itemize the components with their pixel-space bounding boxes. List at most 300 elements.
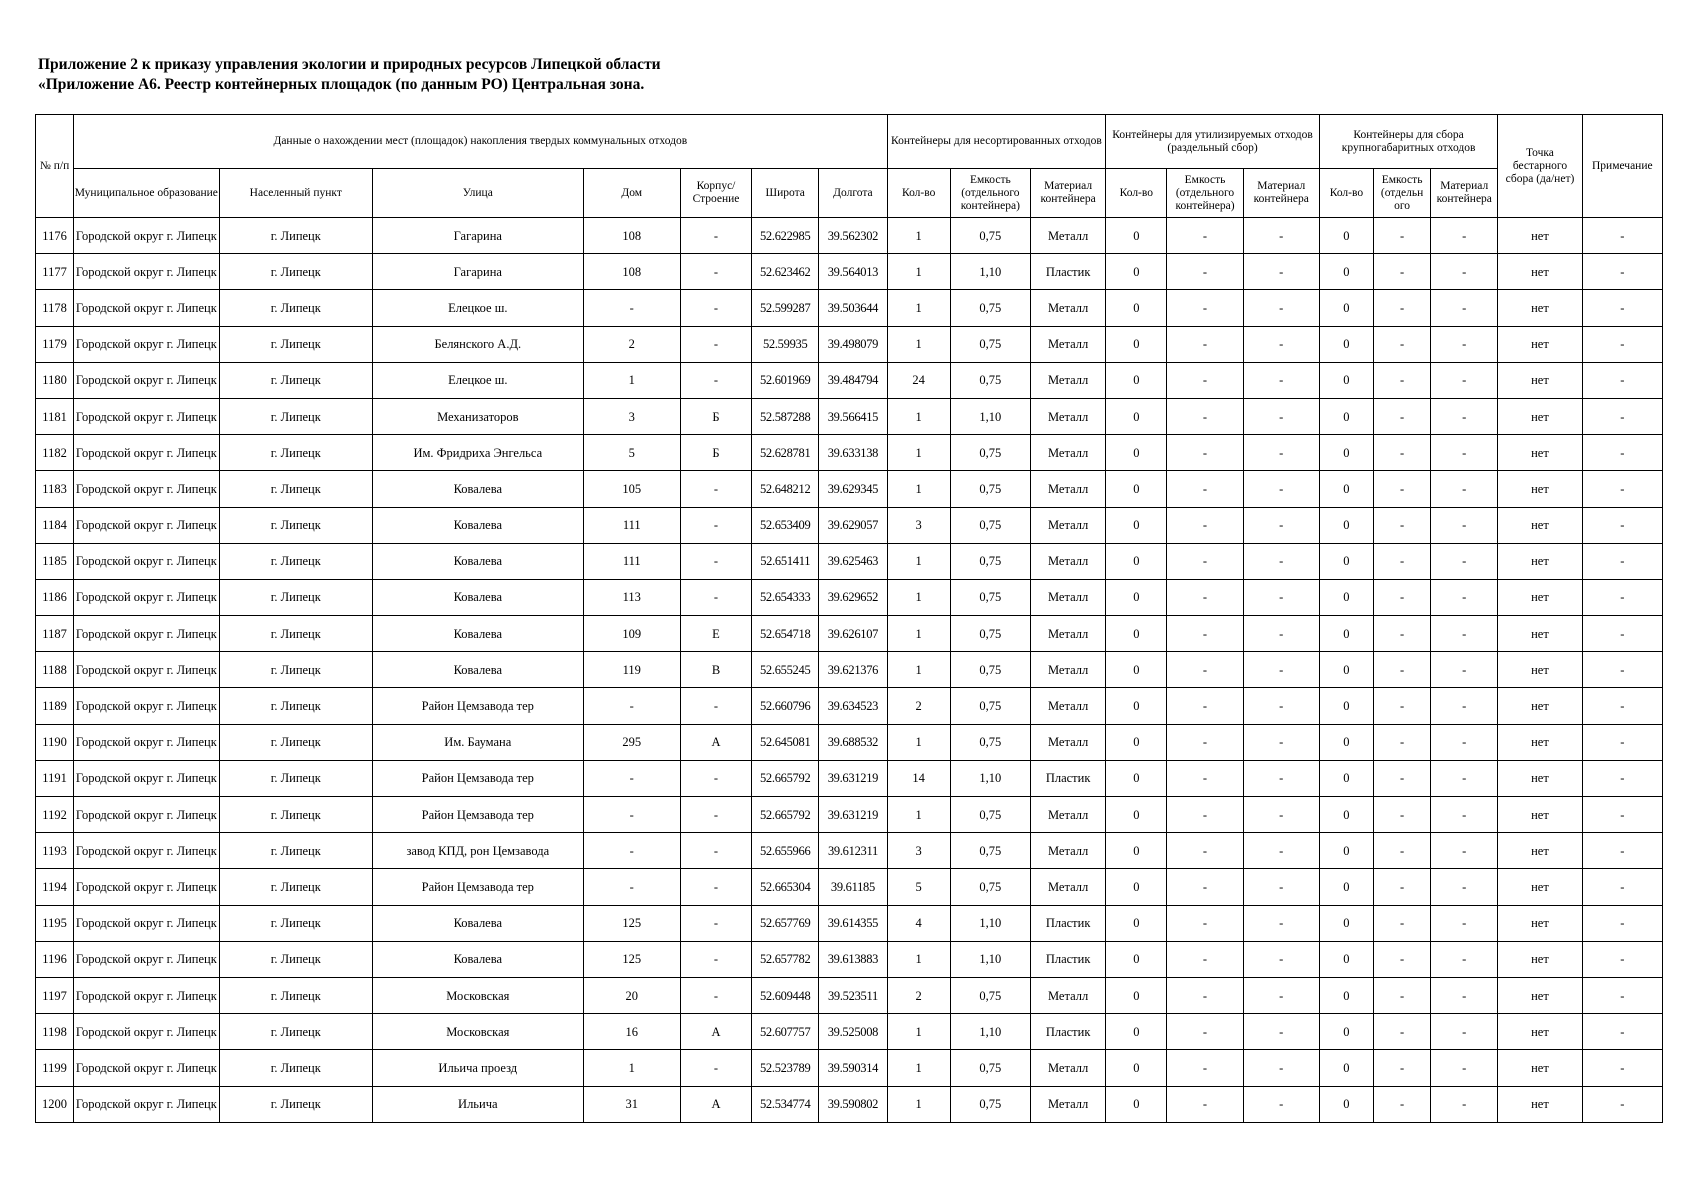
- cell-unsorted-count: 2: [887, 977, 950, 1013]
- cell-street: Ковалева: [372, 507, 583, 543]
- cell-settlement: г. Липецк: [219, 290, 372, 326]
- cell-unsorted-count: 1: [887, 724, 950, 760]
- cell-bulky-capacity: -: [1374, 435, 1431, 471]
- cell-recyclable-count: 0: [1106, 1050, 1167, 1086]
- cell-recyclable-material: -: [1243, 905, 1319, 941]
- cell-longitude: 39.612311: [819, 833, 887, 869]
- table-row: [36, 760, 1663, 796]
- cell-street: Район Цемзавода тер: [372, 869, 583, 905]
- cell-bulky-count: 0: [1319, 652, 1373, 688]
- cell-recyclable-count: 0: [1106, 579, 1167, 615]
- cell-unsorted-material: Металл: [1030, 290, 1105, 326]
- cell-settlement: г. Липецк: [219, 688, 372, 724]
- cell-num: 1191: [36, 760, 74, 796]
- cell-bulky-capacity: -: [1374, 941, 1431, 977]
- cell-bulky-capacity: -: [1374, 616, 1431, 652]
- cell-unsorted-material: Металл: [1030, 218, 1105, 254]
- cell-house: 119: [583, 652, 680, 688]
- cell-recyclable-capacity: -: [1167, 688, 1243, 724]
- cell-longitude: 39.613883: [819, 941, 887, 977]
- cell-unsorted-count: 1: [887, 543, 950, 579]
- cell-recyclable-capacity: -: [1167, 616, 1243, 652]
- cell-bagless: нет: [1498, 507, 1582, 543]
- cell-bagless: нет: [1498, 905, 1582, 941]
- cell-latitude: 52.665792: [752, 760, 819, 796]
- cell-settlement: г. Липецк: [219, 905, 372, 941]
- cell-recyclable-capacity: -: [1167, 1014, 1243, 1050]
- cell-house: 5: [583, 435, 680, 471]
- cell-bulky-count: 0: [1319, 471, 1373, 507]
- cell-recyclable-capacity: -: [1167, 362, 1243, 398]
- cell-longitude: 39.61185: [819, 869, 887, 905]
- cell-bulky-count: 0: [1319, 616, 1373, 652]
- cell-street: Район Цемзавода тер: [372, 688, 583, 724]
- cell-note: -: [1582, 398, 1662, 434]
- cell-recyclable-count: 0: [1106, 977, 1167, 1013]
- table-row: [36, 688, 1663, 724]
- cell-building: -: [680, 471, 751, 507]
- cell-latitude: 52.657782: [752, 941, 819, 977]
- cell-num: 1181: [36, 398, 74, 434]
- cell-unsorted-capacity: 0,75: [950, 1086, 1030, 1122]
- cell-municipality: Городской округ г. Липецк: [74, 724, 219, 760]
- cell-house: -: [583, 290, 680, 326]
- cell-longitude: 39.566415: [819, 398, 887, 434]
- cell-street: Ковалева: [372, 905, 583, 941]
- cell-unsorted-capacity: 0,75: [950, 616, 1030, 652]
- cell-unsorted-material: Пластик: [1030, 905, 1105, 941]
- cell-unsorted-material: Металл: [1030, 1050, 1105, 1086]
- cell-house: -: [583, 688, 680, 724]
- cell-building: -: [680, 833, 751, 869]
- cell-recyclable-count: 0: [1106, 398, 1167, 434]
- table-row: [36, 398, 1663, 434]
- header-bagless: Точка бестарного сбора (да/нет): [1498, 115, 1582, 218]
- cell-street: Им. Баумана: [372, 724, 583, 760]
- cell-num: 1182: [36, 435, 74, 471]
- header-unsorted-count: Кол-во: [887, 169, 950, 218]
- cell-num: 1199: [36, 1050, 74, 1086]
- cell-bagless: нет: [1498, 688, 1582, 724]
- cell-recyclable-count: 0: [1106, 254, 1167, 290]
- cell-bagless: нет: [1498, 579, 1582, 615]
- cell-recyclable-count: 0: [1106, 760, 1167, 796]
- cell-street: Белянского А.Д.: [372, 326, 583, 362]
- cell-unsorted-count: 1: [887, 1014, 950, 1050]
- cell-latitude: 52.648212: [752, 471, 819, 507]
- cell-note: -: [1582, 543, 1662, 579]
- cell-bulky-capacity: -: [1374, 869, 1431, 905]
- cell-recyclable-capacity: -: [1167, 724, 1243, 760]
- cell-house: 105: [583, 471, 680, 507]
- cell-unsorted-count: 1: [887, 326, 950, 362]
- cell-building: -: [680, 905, 751, 941]
- cell-recyclable-count: 0: [1106, 218, 1167, 254]
- cell-municipality: Городской округ г. Липецк: [74, 579, 219, 615]
- cell-recyclable-material: -: [1243, 471, 1319, 507]
- cell-unsorted-material: Пластик: [1030, 760, 1105, 796]
- cell-bulky-count: 0: [1319, 543, 1373, 579]
- cell-recyclable-count: 0: [1106, 941, 1167, 977]
- cell-num: 1187: [36, 616, 74, 652]
- cell-note: -: [1582, 1086, 1662, 1122]
- header-bulky-material: Материал контейнера: [1431, 169, 1498, 218]
- cell-building: -: [680, 507, 751, 543]
- cell-note: -: [1582, 507, 1662, 543]
- cell-municipality: Городской округ г. Липецк: [74, 398, 219, 434]
- cell-recyclable-material: -: [1243, 362, 1319, 398]
- cell-num: 1178: [36, 290, 74, 326]
- cell-settlement: г. Липецк: [219, 833, 372, 869]
- cell-longitude: 39.503644: [819, 290, 887, 326]
- cell-unsorted-capacity: 0,75: [950, 435, 1030, 471]
- cell-house: -: [583, 760, 680, 796]
- cell-unsorted-capacity: 0,75: [950, 471, 1030, 507]
- cell-building: А: [680, 1086, 751, 1122]
- cell-bulky-count: 0: [1319, 797, 1373, 833]
- cell-bulky-material: -: [1431, 218, 1498, 254]
- cell-house: -: [583, 833, 680, 869]
- table-row: [36, 254, 1663, 290]
- cell-bagless: нет: [1498, 435, 1582, 471]
- cell-unsorted-capacity: 1,10: [950, 398, 1030, 434]
- cell-bagless: нет: [1498, 977, 1582, 1013]
- cell-recyclable-count: 0: [1106, 797, 1167, 833]
- cell-recyclable-capacity: -: [1167, 543, 1243, 579]
- table-row: [36, 905, 1663, 941]
- cell-municipality: Городской округ г. Липецк: [74, 797, 219, 833]
- cell-building: Б: [680, 435, 751, 471]
- cell-house: 1: [583, 1050, 680, 1086]
- cell-house: -: [583, 797, 680, 833]
- cell-latitude: 52.665792: [752, 797, 819, 833]
- cell-bulky-count: 0: [1319, 1050, 1373, 1086]
- cell-latitude: 52.601969: [752, 362, 819, 398]
- cell-unsorted-count: 1: [887, 254, 950, 290]
- cell-bulky-capacity: -: [1374, 833, 1431, 869]
- cell-unsorted-capacity: 1,10: [950, 941, 1030, 977]
- cell-municipality: Городской округ г. Липецк: [74, 616, 219, 652]
- header-house: Дом: [583, 169, 680, 218]
- cell-bulky-count: 0: [1319, 435, 1373, 471]
- cell-municipality: Городской округ г. Липецк: [74, 507, 219, 543]
- cell-recyclable-capacity: -: [1167, 760, 1243, 796]
- cell-settlement: г. Липецк: [219, 724, 372, 760]
- cell-recyclable-count: 0: [1106, 290, 1167, 326]
- cell-bulky-material: -: [1431, 616, 1498, 652]
- cell-bulky-capacity: -: [1374, 362, 1431, 398]
- header-location-group: Данные о нахождении мест (площадок) накопления твердых коммунальных отходов: [74, 115, 887, 169]
- cell-latitude: 52.609448: [752, 977, 819, 1013]
- cell-bulky-capacity: -: [1374, 290, 1431, 326]
- header-recyclable-capacity: Емкость (отдельного контейнера): [1167, 169, 1243, 218]
- cell-unsorted-count: 5: [887, 869, 950, 905]
- table-row: [36, 362, 1663, 398]
- cell-latitude: 52.653409: [752, 507, 819, 543]
- cell-unsorted-count: 1: [887, 290, 950, 326]
- cell-latitude: 52.623462: [752, 254, 819, 290]
- cell-unsorted-capacity: 1,10: [950, 254, 1030, 290]
- cell-unsorted-count: 24: [887, 362, 950, 398]
- cell-note: -: [1582, 724, 1662, 760]
- cell-note: -: [1582, 869, 1662, 905]
- cell-note: -: [1582, 1014, 1662, 1050]
- cell-unsorted-capacity: 0,75: [950, 543, 1030, 579]
- cell-unsorted-capacity: 0,75: [950, 507, 1030, 543]
- cell-settlement: г. Липецк: [219, 398, 372, 434]
- cell-bulky-material: -: [1431, 724, 1498, 760]
- cell-bulky-material: -: [1431, 471, 1498, 507]
- cell-bulky-count: 0: [1319, 869, 1373, 905]
- cell-bulky-material: -: [1431, 507, 1498, 543]
- cell-num: 1192: [36, 797, 74, 833]
- cell-note: -: [1582, 326, 1662, 362]
- cell-building: Б: [680, 398, 751, 434]
- cell-bulky-material: -: [1431, 905, 1498, 941]
- cell-unsorted-material: Металл: [1030, 543, 1105, 579]
- cell-bulky-count: 0: [1319, 724, 1373, 760]
- cell-longitude: 39.498079: [819, 326, 887, 362]
- cell-street: Ковалева: [372, 471, 583, 507]
- cell-latitude: 52.587288: [752, 398, 819, 434]
- cell-street: Ковалева: [372, 941, 583, 977]
- cell-recyclable-material: -: [1243, 941, 1319, 977]
- cell-municipality: Городской округ г. Липецк: [74, 941, 219, 977]
- header-street: Улица: [372, 169, 583, 218]
- cell-settlement: г. Липецк: [219, 869, 372, 905]
- cell-latitude: 52.523789: [752, 1050, 819, 1086]
- cell-house: -: [583, 869, 680, 905]
- cell-note: -: [1582, 797, 1662, 833]
- cell-building: -: [680, 218, 751, 254]
- cell-bulky-count: 0: [1319, 760, 1373, 796]
- cell-latitude: 52.654333: [752, 579, 819, 615]
- cell-bulky-capacity: -: [1374, 688, 1431, 724]
- header-bulky-capacity: Емкость (отдельн ого: [1374, 169, 1431, 218]
- header-recyclable-material: Материал контейнера: [1243, 169, 1319, 218]
- table-row: [36, 1086, 1663, 1122]
- cell-settlement: г. Липецк: [219, 579, 372, 615]
- cell-num: 1176: [36, 218, 74, 254]
- header-unsorted-capacity: Емкость (отдельного контейнера): [950, 169, 1030, 218]
- cell-bagless: нет: [1498, 1050, 1582, 1086]
- cell-unsorted-capacity: 0,75: [950, 1050, 1030, 1086]
- cell-note: -: [1582, 616, 1662, 652]
- cell-note: -: [1582, 652, 1662, 688]
- cell-municipality: Городской округ г. Липецк: [74, 652, 219, 688]
- cell-recyclable-capacity: -: [1167, 869, 1243, 905]
- cell-settlement: г. Липецк: [219, 652, 372, 688]
- cell-latitude: 52.665304: [752, 869, 819, 905]
- cell-unsorted-capacity: 0,75: [950, 579, 1030, 615]
- cell-street: Ковалева: [372, 579, 583, 615]
- cell-latitude: 52.654718: [752, 616, 819, 652]
- cell-recyclable-count: 0: [1106, 905, 1167, 941]
- cell-bagless: нет: [1498, 869, 1582, 905]
- cell-latitude: 52.607757: [752, 1014, 819, 1050]
- cell-recyclable-material: -: [1243, 398, 1319, 434]
- cell-note: -: [1582, 435, 1662, 471]
- cell-unsorted-capacity: 0,75: [950, 326, 1030, 362]
- table-row: [36, 797, 1663, 833]
- header-num: № п/п: [36, 115, 74, 218]
- cell-num: 1188: [36, 652, 74, 688]
- header-bulky-count: Кол-во: [1319, 169, 1373, 218]
- cell-bulky-capacity: -: [1374, 507, 1431, 543]
- cell-building: -: [680, 362, 751, 398]
- cell-municipality: Городской округ г. Липецк: [74, 760, 219, 796]
- cell-street: Район Цемзавода тер: [372, 797, 583, 833]
- table-row: [36, 977, 1663, 1013]
- cell-settlement: г. Липецк: [219, 507, 372, 543]
- cell-street: Им. Фридриха Энгельса: [372, 435, 583, 471]
- cell-num: 1190: [36, 724, 74, 760]
- cell-recyclable-material: -: [1243, 760, 1319, 796]
- cell-note: -: [1582, 471, 1662, 507]
- container-sites-register-table: [35, 114, 1663, 1123]
- cell-bulky-capacity: -: [1374, 543, 1431, 579]
- cell-building: -: [680, 869, 751, 905]
- cell-unsorted-count: 1: [887, 797, 950, 833]
- cell-recyclable-material: -: [1243, 797, 1319, 833]
- cell-unsorted-capacity: 0,75: [950, 362, 1030, 398]
- cell-settlement: г. Липецк: [219, 471, 372, 507]
- cell-municipality: Городской округ г. Липецк: [74, 254, 219, 290]
- table-row: [36, 579, 1663, 615]
- cell-unsorted-material: Металл: [1030, 471, 1105, 507]
- cell-latitude: 52.657769: [752, 905, 819, 941]
- cell-house: 108: [583, 254, 680, 290]
- cell-house: 20: [583, 977, 680, 1013]
- cell-recyclable-count: 0: [1106, 435, 1167, 471]
- cell-recyclable-material: -: [1243, 218, 1319, 254]
- cell-bulky-capacity: -: [1374, 218, 1431, 254]
- table-row: [36, 326, 1663, 362]
- cell-latitude: 52.660796: [752, 688, 819, 724]
- cell-num: 1189: [36, 688, 74, 724]
- cell-note: -: [1582, 688, 1662, 724]
- cell-municipality: Городской округ г. Липецк: [74, 688, 219, 724]
- cell-bagless: нет: [1498, 1086, 1582, 1122]
- cell-bulky-material: -: [1431, 833, 1498, 869]
- cell-settlement: г. Липецк: [219, 326, 372, 362]
- cell-unsorted-count: 1: [887, 435, 950, 471]
- cell-municipality: Городской округ г. Липецк: [74, 218, 219, 254]
- cell-bulky-material: -: [1431, 869, 1498, 905]
- header-settlement: Населенный пункт: [219, 169, 372, 218]
- cell-bulky-material: -: [1431, 579, 1498, 615]
- cell-building: -: [680, 290, 751, 326]
- header-bulky-group: Контейнеры для сбора крупногабаритных отходов: [1319, 115, 1498, 169]
- cell-municipality: Городской округ г. Липецк: [74, 977, 219, 1013]
- cell-recyclable-count: 0: [1106, 833, 1167, 869]
- cell-recyclable-capacity: -: [1167, 977, 1243, 1013]
- cell-settlement: г. Липецк: [219, 435, 372, 471]
- cell-unsorted-count: 2: [887, 688, 950, 724]
- cell-bulky-capacity: -: [1374, 1050, 1431, 1086]
- cell-bagless: нет: [1498, 760, 1582, 796]
- cell-bagless: нет: [1498, 724, 1582, 760]
- cell-bagless: нет: [1498, 326, 1582, 362]
- cell-building: А: [680, 724, 751, 760]
- cell-bulky-count: 0: [1319, 905, 1373, 941]
- cell-latitude: 52.628781: [752, 435, 819, 471]
- cell-unsorted-capacity: 0,75: [950, 218, 1030, 254]
- cell-longitude: 39.525008: [819, 1014, 887, 1050]
- cell-bagless: нет: [1498, 362, 1582, 398]
- cell-settlement: г. Липецк: [219, 616, 372, 652]
- cell-num: 1180: [36, 362, 74, 398]
- cell-bagless: нет: [1498, 797, 1582, 833]
- cell-unsorted-count: 1: [887, 652, 950, 688]
- cell-building: -: [680, 579, 751, 615]
- cell-bulky-capacity: -: [1374, 905, 1431, 941]
- cell-street: Ковалева: [372, 652, 583, 688]
- cell-recyclable-material: -: [1243, 616, 1319, 652]
- cell-unsorted-material: Металл: [1030, 398, 1105, 434]
- table-row: [36, 435, 1663, 471]
- header-recyclable-group: Контейнеры для утилизируемых отходов (раздельный сбор): [1106, 115, 1320, 169]
- cell-house: 108: [583, 218, 680, 254]
- cell-bulky-count: 0: [1319, 326, 1373, 362]
- cell-bulky-count: 0: [1319, 579, 1373, 615]
- cell-recyclable-material: -: [1243, 688, 1319, 724]
- cell-house: 16: [583, 1014, 680, 1050]
- cell-municipality: Городской округ г. Липецк: [74, 290, 219, 326]
- cell-settlement: г. Липецк: [219, 760, 372, 796]
- cell-house: 1: [583, 362, 680, 398]
- table-row: [36, 1050, 1663, 1086]
- cell-bagless: нет: [1498, 218, 1582, 254]
- cell-street: завод КПД, рон Цемзавода: [372, 833, 583, 869]
- cell-unsorted-material: Пластик: [1030, 1014, 1105, 1050]
- cell-bulky-count: 0: [1319, 362, 1373, 398]
- cell-unsorted-capacity: 0,75: [950, 977, 1030, 1013]
- cell-municipality: Городской округ г. Липецк: [74, 833, 219, 869]
- cell-bulky-material: -: [1431, 398, 1498, 434]
- table-row: [36, 616, 1663, 652]
- cell-unsorted-material: Металл: [1030, 833, 1105, 869]
- cell-street: Район Цемзавода тер: [372, 760, 583, 796]
- cell-recyclable-capacity: -: [1167, 398, 1243, 434]
- cell-street: Гагарина: [372, 218, 583, 254]
- cell-num: 1193: [36, 833, 74, 869]
- cell-bagless: нет: [1498, 1014, 1582, 1050]
- cell-street: Гагарина: [372, 254, 583, 290]
- cell-settlement: г. Липецк: [219, 1050, 372, 1086]
- cell-bulky-material: -: [1431, 1050, 1498, 1086]
- cell-recyclable-capacity: -: [1167, 941, 1243, 977]
- header-building: Корпус/ Строение: [680, 169, 751, 218]
- cell-bulky-material: -: [1431, 652, 1498, 688]
- cell-num: 1185: [36, 543, 74, 579]
- cell-bulky-capacity: -: [1374, 579, 1431, 615]
- cell-building: -: [680, 760, 751, 796]
- cell-unsorted-material: Пластик: [1030, 254, 1105, 290]
- cell-longitude: 39.688532: [819, 724, 887, 760]
- cell-bulky-capacity: -: [1374, 326, 1431, 362]
- cell-recyclable-material: -: [1243, 1014, 1319, 1050]
- cell-street: Ильича проезд: [372, 1050, 583, 1086]
- cell-recyclable-count: 0: [1106, 362, 1167, 398]
- cell-num: 1177: [36, 254, 74, 290]
- cell-bagless: нет: [1498, 616, 1582, 652]
- cell-unsorted-capacity: 1,10: [950, 760, 1030, 796]
- cell-unsorted-count: 4: [887, 905, 950, 941]
- cell-recyclable-material: -: [1243, 869, 1319, 905]
- cell-recyclable-count: 0: [1106, 326, 1167, 362]
- cell-recyclable-material: -: [1243, 254, 1319, 290]
